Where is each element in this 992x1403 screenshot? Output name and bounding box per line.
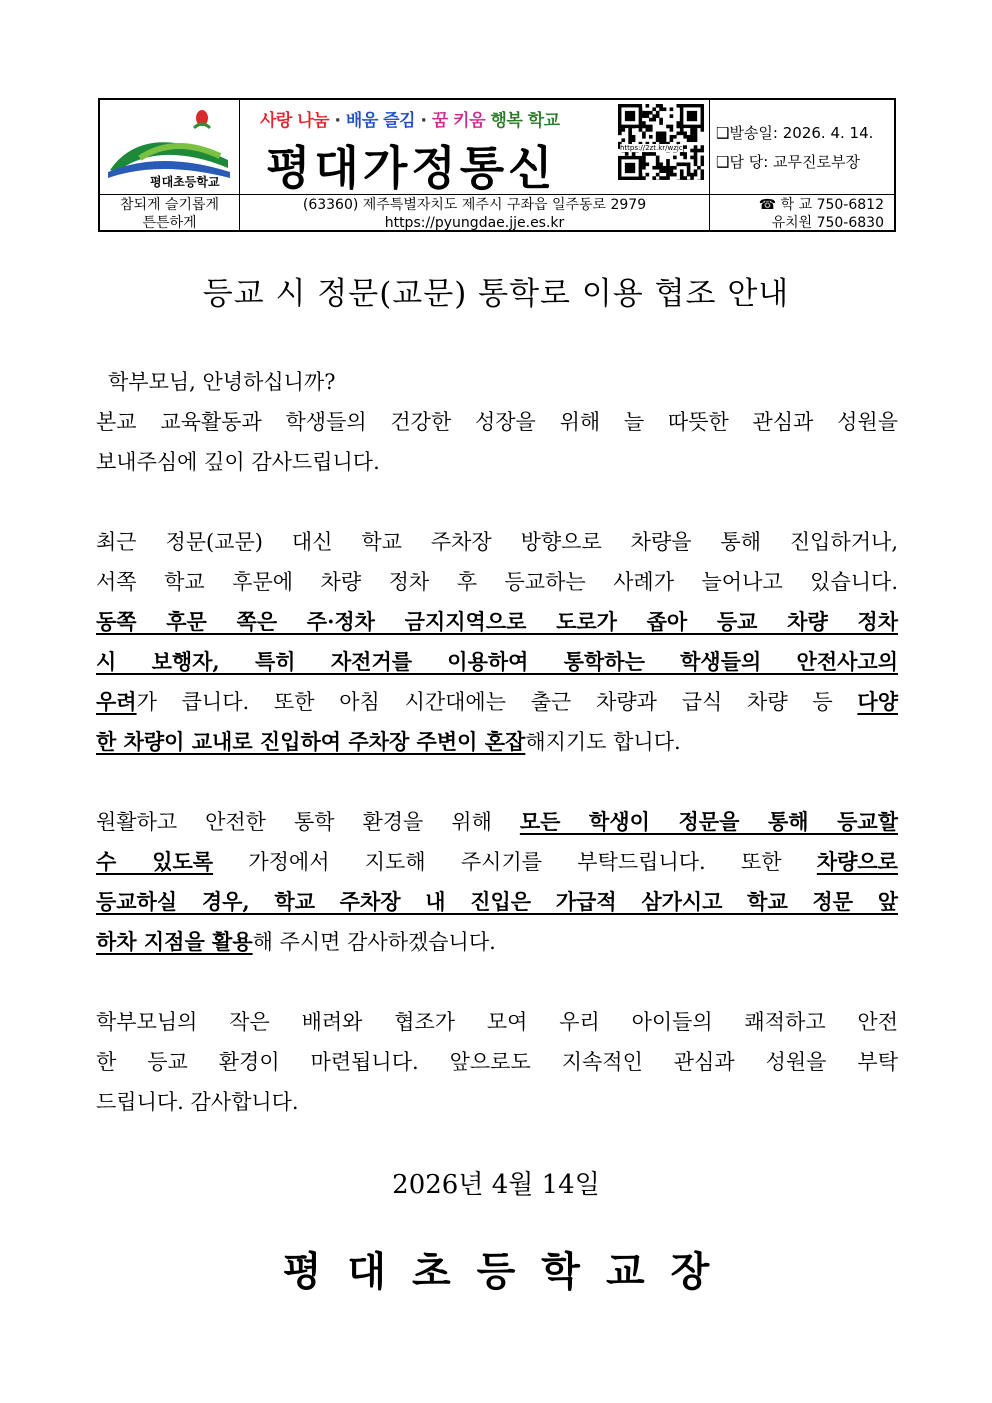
slogan-part: 행복 학교 — [490, 111, 560, 131]
notice-date: 2026년 4월 14일 — [392, 1170, 600, 1200]
newsletter-title: 평대가정통신 — [266, 141, 557, 195]
greeting-text: 학부모님, 안녕하십니까? — [108, 370, 336, 394]
paragraph-2-line — [96, 722, 898, 762]
emphasis-text: 모든 학생이 정문을 통해 등교할 — [519, 809, 898, 834]
emphasis-text: 등교하실 경우, 학교 주차장 내 진입은 가급적 삼가시고 학교 정문 앞 — [96, 889, 898, 914]
phone-numbers — [710, 195, 896, 232]
slogan-dot: · — [334, 111, 341, 131]
emphasis-text: 하차 지점을 활용 — [96, 929, 253, 954]
address: (63360) 제주특별자치도 제주시 구좌읍 일주동로 2979 — [302, 197, 647, 213]
plain-text: 가정에서 지도해 주시기를 부탁드립니다. 또한 — [213, 850, 817, 874]
qr-code-icon — [618, 104, 704, 180]
author: ❑담 당: 교무진로부장 — [716, 153, 860, 171]
emphasis-text: 동쪽 후문 쪽은 주·정차 금지지역으로 도로가 좁아 등교 차량 정차 — [96, 609, 898, 634]
emphasis-text: 수 있도록 — [96, 849, 214, 874]
notice-body — [96, 362, 898, 1122]
masthead — [240, 100, 709, 194]
paragraph-1-line: 보내주심에 깊이 감사드립니다. — [96, 450, 380, 474]
motto-line: 참되게 슬기롭게 — [119, 197, 220, 213]
plain-text: 원활하고 안전한 통학 환경을 위해 — [96, 810, 520, 834]
paragraph-2-line: 최근 정문(교문) 대신 학교 주차장 방향으로 차량을 통해 진입하거나, — [96, 530, 898, 554]
school-address — [240, 195, 709, 232]
issue-date: ❑발송일: 2026. 4. 14. — [716, 124, 874, 142]
signature: 평대초등학교장 — [282, 1248, 736, 1295]
school-slogan — [260, 106, 560, 131]
phone-kinder: 유치원 750-6830 — [771, 215, 884, 231]
paragraph-2-line — [96, 602, 898, 642]
slogan-part: 사랑 나눔 — [260, 111, 330, 131]
paragraph-1-line: 본교 교육활동과 학생들의 건강한 성장을 위해 늘 따뜻한 관심과 성원을 — [96, 410, 898, 434]
slogan-dot: · — [420, 111, 427, 131]
paragraph-4-line: 한 등교 환경이 마련됩니다. 앞으로도 지속적인 관심과 성원을 부탁 — [96, 1050, 898, 1074]
paragraph-2-line: 서쪽 학교 후문에 차량 정차 후 등교하는 사례가 늘어나고 있습니다. — [96, 570, 898, 594]
school-logo — [100, 100, 239, 194]
paragraph-3-line — [96, 802, 898, 842]
plain-text: 해지기도 합니다. — [525, 730, 681, 754]
newsletter-header — [98, 98, 896, 232]
emphasis-text: 한 차량이 교내로 진입하여 주차장 주변이 혼잡 — [96, 729, 526, 754]
emphasis-text: 우려 — [96, 689, 137, 714]
greeting — [96, 362, 898, 402]
qr-caption: https://2zt.kr/wzjc — [620, 144, 683, 152]
motto-line: 튼튼하게 — [142, 215, 197, 231]
emphasis-text: 차량으로 — [816, 849, 898, 874]
notice-title: 등교 시 정문(교문) 통학로 이용 협조 안내 — [202, 276, 790, 312]
paragraph-3-line — [96, 842, 898, 882]
website-link[interactable]: https://pyungdae.jje.es.kr — [384, 215, 565, 231]
school-logo-text: 평대초등학교 — [150, 175, 220, 189]
slogan-part: 배움 즐김 — [345, 111, 416, 131]
paragraph-2-line — [96, 682, 898, 722]
paragraph-4-line: 드립니다. 감사합니다. — [96, 1090, 299, 1114]
issue-info — [710, 100, 896, 194]
plain-text: 해 주시면 감사하겠습니다. — [252, 930, 496, 954]
paragraph-2-line — [96, 642, 898, 682]
school-motto — [100, 195, 239, 232]
paragraph-4-line: 학부모님의 작은 배려와 협조가 모여 우리 아이들의 쾌적하고 안전 — [96, 1010, 898, 1034]
slogan-part: 꿈 키움 — [431, 111, 486, 131]
paragraph-3-line — [96, 922, 898, 962]
qr-code[interactable] — [618, 104, 704, 190]
paragraph-3-line — [96, 882, 898, 922]
plain-text: 가 큽니다. 또한 아침 시간대에는 출근 차량과 급식 차량 등 — [136, 690, 858, 714]
emphasis-text: 시 보행자, 특히 자전거를 이용하여 통학하는 학생들의 안전사고의 — [96, 649, 898, 674]
emphasis-text: 다양 — [857, 689, 898, 714]
phone-school: ☎ 학 교 750-6812 — [758, 197, 884, 213]
